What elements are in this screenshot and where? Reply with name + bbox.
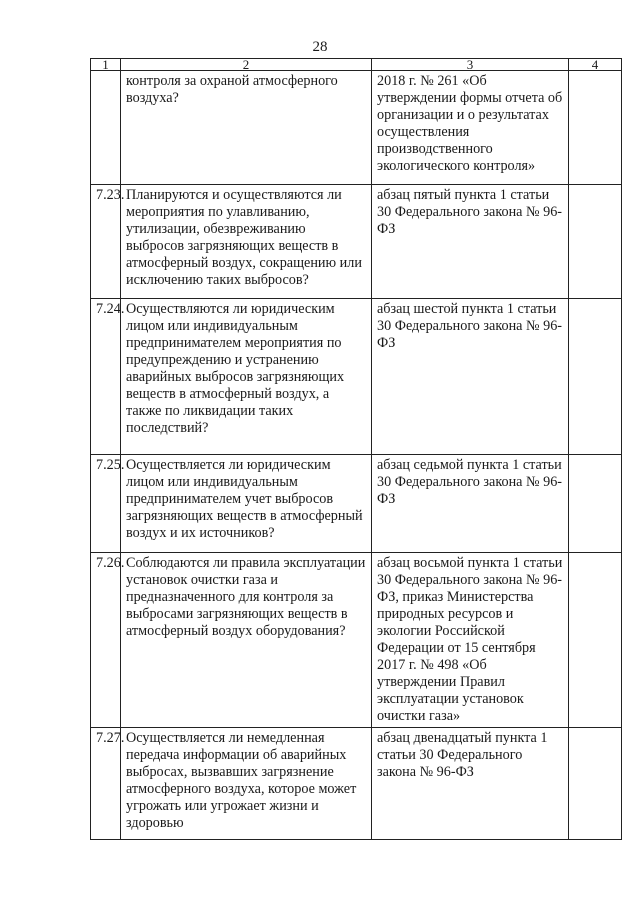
item-question: Планируются и осуществляются ли мероприятия по улавливанию, утилизации, обезвреживанию выбросов загрязняющих веществ в атмосферный воздух, сокращению или исключению таких выбросов? (121, 185, 372, 299)
item-note (569, 455, 622, 553)
table-row (91, 71, 622, 185)
item-legal-reference: 2018 г. № 261 «Об утверждении формы отчета об организации и о результатах осуществления производственного экологического контроля» (372, 71, 569, 185)
column-header: 4 (569, 59, 622, 71)
item-number: 7.26. (91, 553, 121, 728)
item-number: 7.25. (91, 455, 121, 553)
item-question: Осуществляются ли юридическим лицом или индивидуальным предпринимателем мероприятия по предупреждению и устранению аварийных выбросов загрязняющих веществ в атмосферный воздух, а также по ликвидации таких последствий? (121, 299, 372, 455)
table-row (91, 455, 622, 553)
item-note (569, 299, 622, 455)
table-header-row (91, 59, 622, 71)
table-row (91, 299, 622, 455)
column-header: 1 (91, 59, 121, 71)
item-question: Осуществляется ли юридическим лицом или индивидуальным предпринимателем учет выбросов загрязняющих веществ в атмосферный воздух и их источников? (121, 455, 372, 553)
item-number: 7.24. (91, 299, 121, 455)
item-note (569, 553, 622, 728)
item-number: 7.23. (91, 185, 121, 299)
item-legal-reference: абзац седьмой пункта 1 статьи 30 Федерального закона № 96-ФЗ (372, 455, 569, 553)
table-row (91, 728, 622, 840)
item-legal-reference: абзац двенадцатый пункта 1 статьи 30 Федерального закона № 96-ФЗ (372, 728, 569, 840)
table-row (91, 553, 622, 728)
item-legal-reference: абзац шестой пункта 1 статьи 30 Федерального закона № 96-ФЗ (372, 299, 569, 455)
column-header: 3 (372, 59, 569, 71)
item-legal-reference: абзац пятый пункта 1 статьи 30 Федерального закона № 96-ФЗ (372, 185, 569, 299)
checklist-table (90, 58, 622, 840)
item-legal-reference: абзац восьмой пункта 1 статьи 30 Федерального закона № 96-ФЗ, приказ Министерства природных ресурсов и экологии Российской Федерации от 15 сентября 2017 г. № 498 «Об утверждении Правил эксплуатации установок очистки газа» (372, 553, 569, 728)
item-note (569, 71, 622, 185)
item-number: 7.27. (91, 728, 121, 840)
column-header: 2 (121, 59, 372, 71)
page-number: 28 (312, 39, 328, 55)
item-note (569, 185, 622, 299)
item-note (569, 728, 622, 840)
item-question: Осуществляется ли немедленная передача информации об аварийных выбросах, вызвавших загрязнение атмосферного воздуха, которое может угрожать или угрожает жизни и здоровью (121, 728, 372, 840)
item-question: контроля за охраной атмосферного воздуха? (121, 71, 372, 185)
item-number (91, 71, 121, 185)
item-question: Соблюдаются ли правила эксплуатации установок очистки газа и предназначенного для контроля за выбросами загрязняющих веществ в атмосферный воздух оборудования? (121, 553, 372, 728)
table-row (91, 185, 622, 299)
